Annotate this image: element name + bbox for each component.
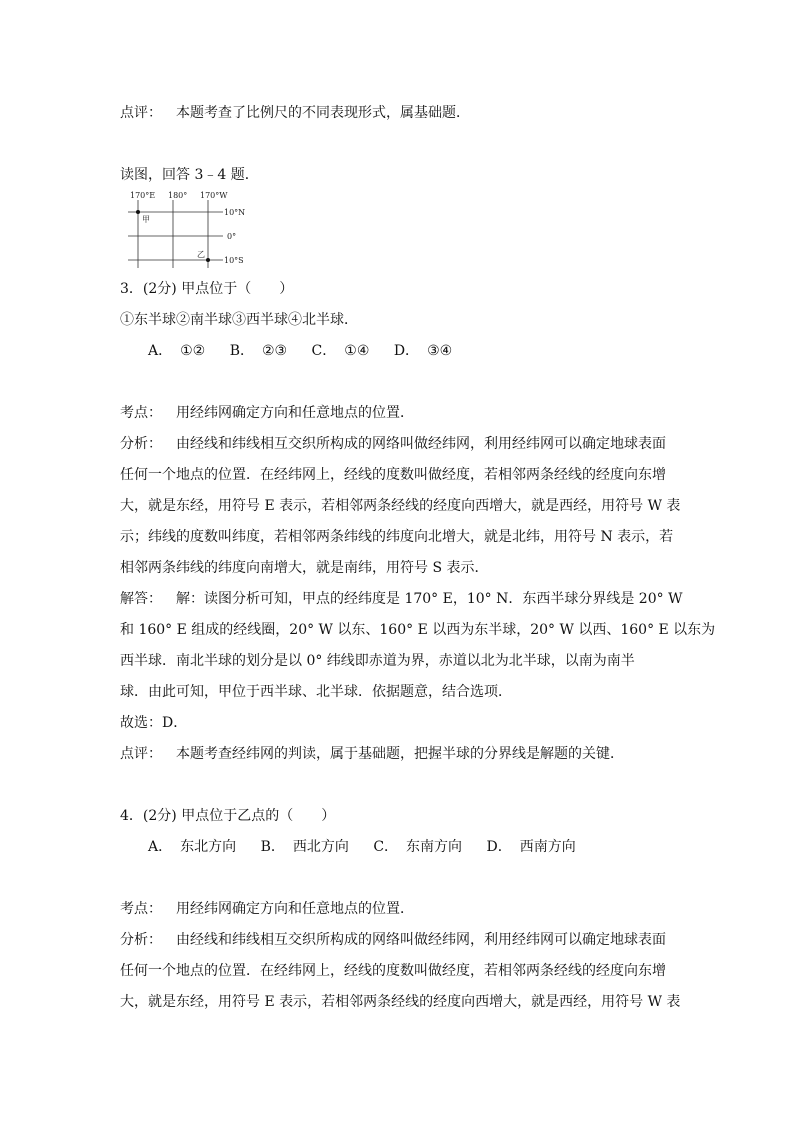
lat-long-grid-figure [128, 188, 258, 268]
q4-option-b[interactable]: B． 西北方向 [260, 839, 349, 855]
lon-label-170w: 170°W [200, 191, 228, 200]
lat-label-10s: 10°S [224, 256, 244, 265]
q4-analysis-line-1: 分析： 由经线和纬线相互交织所构成的网络叫做经纬网，利用经纬网可以确定地球表面 [120, 932, 666, 948]
lon-label-170e: 170°E [130, 191, 156, 200]
q3-answer-line-4: 球．由此可知，甲位于西半球、北半球．依据题意，结合选项． [120, 684, 512, 700]
q3-options [148, 341, 472, 361]
q4-option-c[interactable]: C． 东南方向 [373, 839, 463, 855]
q4-option-d[interactable]: D． 西南方向 [486, 839, 576, 855]
intro-text: 读图，回答 3﹣4 题． [120, 167, 259, 183]
point-yi-label: 乙 [197, 250, 205, 259]
review-line-1 [120, 103, 470, 123]
q3-option-d[interactable]: D． ③④ [393, 343, 453, 359]
q3-analysis-line-2: 任何一个地点的位置．在经纬网上，经线的度数叫做经度，若相邻两条经线的经度向东增 [120, 467, 666, 483]
review-text: 本题考查了比例尺的不同表现形式，属基础题． [176, 105, 470, 121]
q4-option-a[interactable]: A． 东北方向 [148, 839, 237, 855]
q4-analysis-line-3: 大，就是东经，用符号 E 表示，若相邻两条经线的经度向西增大，就是西经，用符号 W 表 [120, 994, 681, 1010]
q3-analysis-line-5: 相邻两条纬线的纬度向南增大，就是南纬，用符号 S 表示． [120, 560, 489, 576]
q3-option-a[interactable]: A． ①② [148, 343, 206, 359]
q3-answer-line-2: 和 160° E 组成的经线圈，20° W 以东、160° E 以西为东半球，20° W 以西、160° E 以东为 [120, 622, 716, 638]
lon-label-180: 180° [168, 191, 188, 200]
q3-choices-line: ①东半球②南半球③西半球④北半球． [120, 312, 358, 328]
q3-review: 点评： 本题考查经纬网的判读，属于基础题，把握半球的分界线是解题的关键． [120, 746, 624, 762]
q4-stem: 4．(2分) 甲点位于乙点的（ ） [120, 808, 336, 824]
q3-kaodian: 考点： 用经纬网确定方向和任意地点的位置． [120, 405, 414, 421]
point-yi-marker [206, 258, 210, 262]
lat-label-10n: 10°N [224, 208, 246, 217]
q4-analysis-line-2: 任何一个地点的位置．在经纬网上，经线的度数叫做经度，若相邻两条经线的经度向东增 [120, 963, 666, 979]
q3-answer-line-1: 解答： 解：读图分析可知，甲点的经纬度是 170° E，10° N．东西半球分界线是 20° W [120, 591, 683, 607]
q3-answer-line-3: 西半球．南北半球的划分是以 0° 纬线即赤道为界，赤道以北为北半球，以南为南半 [120, 653, 635, 669]
q3-choose: 故选：D． [120, 715, 188, 731]
q3-analysis-line-4: 示；纬线的度数叫纬度，若相邻两条纬线的纬度向北增大，就是北纬，用符号 N 表示，若 [120, 529, 674, 545]
lat-label-0: 0° [227, 232, 237, 241]
q3-analysis-line-3: 大，就是东经，用符号 E 表示，若相邻两条经线的经度向西增大，就是西经，用符号 W 表 [120, 498, 681, 514]
point-jia-marker [136, 210, 140, 214]
q3-option-b[interactable]: B． ②③ [229, 343, 288, 359]
q4-kaodian: 考点： 用经纬网确定方向和任意地点的位置． [120, 901, 414, 917]
q3-stem: 3．(2分) 甲点位于（ ） [120, 281, 294, 297]
point-jia-label: 甲 [142, 215, 150, 224]
q4-options [148, 837, 596, 857]
q3-analysis-line-1: 分析： 由经线和纬线相互交织所构成的网络叫做经纬网，利用经纬网可以确定地球表面 [120, 436, 666, 452]
q3-option-c[interactable]: C． ①④ [311, 343, 370, 359]
review-label: 点评： [120, 105, 162, 121]
